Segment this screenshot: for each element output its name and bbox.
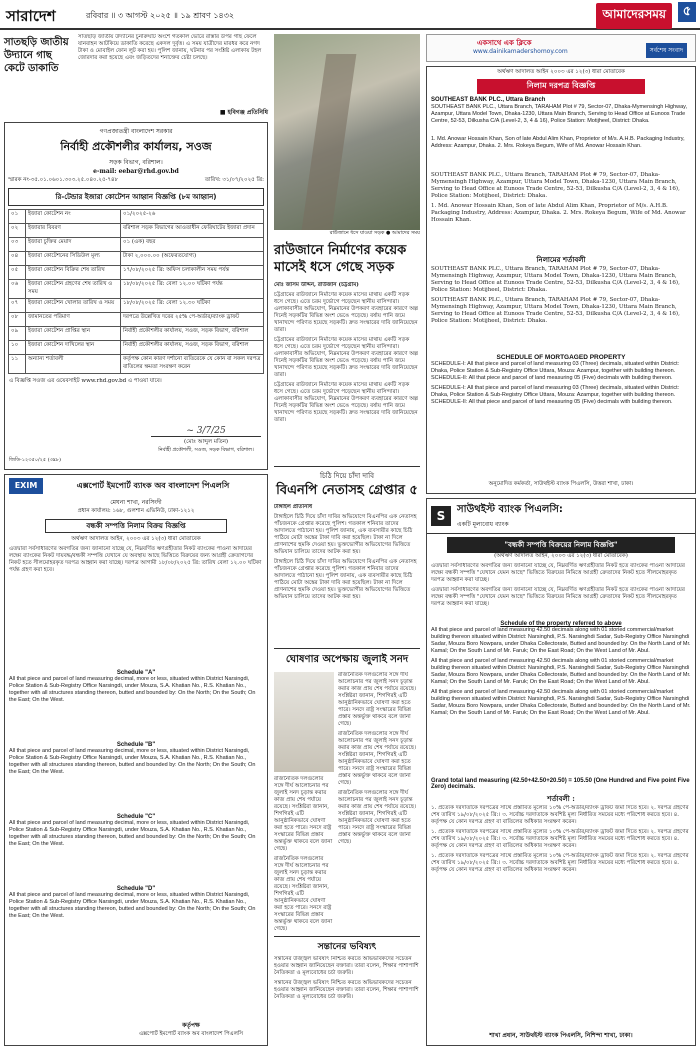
mortgage-body	[427, 361, 695, 453]
story-body: সাতছড়ি জাতীয় উদ্যানের চুনারুঘাট অংশে গতকাল ভোরে রাস্তার উপর গাছ ফেলে যানবাহন আটকিয়ে ডাকাতি করেছে একদল দুর্বৃত্ত। এ সময় যাত্রীদের মারধর করে নগদ টাকা ও মোবাইল ফোন লুট করা হয়। পুলিশ জানায়, ঘটনার পর সংশ্লিষ্ট এলাকায় টহল জোরদার করা হয়েছে এবং জড়িতদের শনাক্তের চেষ্টা চলছে।	[78, 34, 262, 61]
row-label: ইজারা কোটেশন দাখিলের স্থান	[26, 341, 121, 355]
tender-row	[9, 210, 264, 224]
southeast-logo-icon: S	[431, 506, 451, 526]
auction-body-repeat-1: SOUTHEAST BANK PLC., Uttara Branch, TARAHAM Plot # 79, Sector-07, Dhaka-Mymensingh Highway, Azampur, Uttara Model Town, Dhaka-1230, Uttara Main Branch, Serving to Head Office at Eunoos Trade Centre, 52-53, Dilkusha C/A (Level-2, 3, 4 & 16), Police Station: Motijheel, District: Dhaka.	[431, 172, 680, 199]
exim-body: এতদ্বারা সর্বসাধারণের অবগতির জন্য জানানো যাচ্ছে যে, নিম্নবর্ণিত ঋণগ্রহীতার নিকট ব্যাংকের পাওনা আদায়ের লক্ষ্যে ব্যাংকের নিকট দায়বদ্ধ/বন্ধকী সম্পত্তি যেখানে যে অবস্থায় আছে ভিত্তিতে বিক্রয়ের জন্য আগ্রহী ক্রেতাগণের নিকট হতে সীলমোহরকৃত দরপত্র আহ্বান করা যাচ্ছে। দরপত্র আগামী ১৮/০৮/২০২৫ খ্রি: তারিখ বেলা ১২.০০ ঘটিকা পর্যন্ত গ্রহণ করা হবে।	[9, 546, 262, 573]
row-label: ইজারার বিবরণ	[26, 224, 121, 238]
row-label: জামানতের পরিমাণ	[26, 313, 121, 327]
schedule-heading: Schedule "D"	[116, 886, 156, 892]
auction-sign: অনুমোদিত কর্মকর্তা, সাউথইস্ট ব্যাংক পিএলসি, উত্তরা শাখা, ঢাকা।	[488, 481, 634, 487]
row-number: ০৯	[9, 327, 26, 341]
southeast-schedule-title: Schedule of the property referred to above	[500, 621, 622, 627]
southeast-terms-2: ১. প্রত্যেক দরদাতাকে দরপত্রের সাথে প্রস্তাবিত মূল্যের ১০% পে-অর্ডার/ব্যাংক ড্রাফট জমা দিতে হবে। ২. দরপত্র গ্রহণের শেষ তারিখ ১৯/০৮/২০২৫ খ্রি:। ৩. সর্বোচ্চ দরদাতাকে অবশিষ্ট মূল্য নির্ধারিত সময়ের মধ্যে পরিশোধ করতে হবে। ৪. কর্তৃপক্ষ যে কোন দরপত্র গ্রহণ বা বাতিলের অধিকার সংরক্ষণ করেন।	[431, 829, 689, 849]
row-value: বরিশাল সড়ক বিভাগের আওতাধীন ফেরিঘাটের ইজারা প্রদান	[121, 224, 264, 238]
satchari-story	[4, 34, 268, 120]
bnp-byline: টাঙ্গাইল প্রতিনিধি	[274, 504, 313, 510]
signature-mark: ~ 3/7/25	[186, 426, 226, 436]
banner-line1: একসাথে এক ক্লিকে	[477, 39, 532, 47]
mortgage-text-1: SCHEDULE-I: All that piece and parcel of land measuring 03 (Three) decimals, situated within District: Dhaka, Police Station & Sub-Registry Office Uttara, Mouza: Azampur, together with building thereon. SCHEDULE-II: All that piece and parcel of land measuring 05 (Five) decimals with building thereon.	[431, 361, 680, 381]
auction-terms-text-1: SOUTHEAST BANK PLC., Uttara Branch, TARAHAM Plot # 79, Sector-07, Dhaka-Mymensingh Highway, Azampur, Uttara Model Town, Dhaka-1230, Uttara Main Branch, Serving to Head Office at Eunoos Trade Centre, 52-53, Dilkusha C/A (Level-2, 3, 4 & 16), Police Station: Motijheel, District: Dhaka.	[431, 266, 680, 293]
future-text-2: সন্তানের উজ্জ্বল ভবিষ্যৎ নিশ্চিত করতে অভিভাবকদের সচেতন হওয়ার আহ্বান জানিয়েছেন বক্তারা। তারা বলেন, শিক্ষার পাশাপাশি নৈতিকতা ও মূল্যবোধের চর্চা জরুরি।	[274, 980, 419, 1000]
office-address: সড়ক বিভাগ, বরিশাল।	[109, 159, 163, 166]
waiting-text-4: রাজনৈতিক দলগুলোর সঙ্গে দীর্ঘ আলোচনার পর জুলাই সনদ চূড়ান্ত করার কাজ প্রায় শেষ পর্যায়ে রয়েছে। সংশ্লিষ্টরা জানান, শিগগিরই এটি আনুষ্ঠানিকভাবে ঘোষণা করা হতে পারে। সনদে রাষ্ট্র সংস্কারের বিভিন্ন প্রস্তাব অন্তর্ভুক্ত থাকবে বলে জানা গেছে।	[274, 776, 333, 852]
row-number: ০৮	[9, 313, 26, 327]
schedule-heading: Schedule "C"	[116, 814, 156, 820]
office-email[interactable]: e-mail: eebar@rhd.gov.bd	[93, 168, 179, 175]
southeast-sign: শাখা প্রধান, সাউথইস্ট ব্যাংক পিএলসি, নিশিন্দা শাখা, ঢাকা।	[489, 1032, 633, 1039]
schedule-body: All that piece and parcel of land measuring decimal, more or less, situated within District Narsingdi, Police Station & Sub-Registry Office Narsingdi, under Mouza, S.A. Khatian No., R.S. Khatian No., together with all structures standing thereon, butted and bounded by: On the North; On the South; On the East; On the West.	[9, 892, 256, 919]
exim-subtitle: অর্থঋণ আদালত আইন, ২০০৩ এর ১২(৩) ধারা মোতাবেক	[71, 536, 201, 542]
row-number: ১১	[9, 355, 26, 374]
tender-row	[9, 355, 264, 374]
future-body	[274, 956, 420, 1046]
section-title: সারাদেশ	[6, 7, 56, 25]
row-value: ১৮/০৮/২০২৫ খ্রি: বেলা ১২.০০ ঘটিকা পর্যন্ত	[121, 280, 264, 299]
row-number: ০৬	[9, 280, 26, 299]
southeast-title: "বন্ধকী সম্পত্তি বিক্রয়ের নিলাম বিজ্ঞপ্তি"	[447, 537, 675, 553]
southeast-terms-1: ১. প্রত্যেক দরদাতাকে দরপত্রের সাথে প্রস্তাবিত মূল্যের ১০% পে-অর্ডার/ব্যাংক ড্রাফট জমা দিতে হবে। ২. দরপত্র গ্রহণের শেষ তারিখ ১৯/০৮/২০২৫ খ্রি:। ৩. সর্বোচ্চ দরদাতাকে অবশিষ্ট মূল্য নির্ধারিত সময়ের মধ্যে পরিশোধ করতে হবে। ৪. কর্তৃপক্ষ যে কোন দরপত্র গ্রহণ বা বাতিলের অধিকার সংরক্ষণ করেন।	[431, 805, 689, 825]
auction-borrower: 1. Md. Anowar Hossain Khan, Son of late Abdul Alim Khan, Proprietor of M/s. A.H.B. Packaging Industry, Address: Azampur, Dhaka. 2. Mrs. Rokeya Begum, Wife of Md. Anowar Hossain Khan.	[431, 136, 685, 149]
future-head	[274, 936, 420, 952]
road-photo	[274, 34, 420, 230]
tender-notice	[4, 122, 268, 470]
southeast-body-1: এতদ্বারা সর্বসাধারণের অবগতির জন্য জানানো যাচ্ছে যে, নিম্নবর্ণিত ঋণগ্রহীতার নিকট হতে ব্যাংকের পাওনা আদায়ের লক্ষ্যে বন্ধকী সম্পত্তি "যেখানে যেমন আছে" ভিত্তিতে বিক্রয়ের নিমিত্তে আগ্রহী ক্রেতাদের নিকট হতে সীলমোহরকৃত দরপত্র আহ্বান করা যাচ্ছে।	[431, 563, 685, 583]
memo-number: স্মারক নং-৩৫.০১.০৬০১.৩০৩.২৫.০৪০.২৫-৭৪৮	[8, 177, 119, 183]
waiting-text-3: রাজনৈতিক দলগুলোর সঙ্গে দীর্ঘ আলোচনার পর জুলাই সনদ চূড়ান্ত করার কাজ প্রায় শেষ পর্যায়ে রয়েছে। সংশ্লিষ্টরা জানান, শিগগিরই এটি আনুষ্ঠানিকভাবে ঘোষণা করা হতে পারে। সনদে রাষ্ট্র সংস্কারের বিভিন্ন প্রস্তাব অন্তর্ভুক্ত থাকবে বলে জানা গেছে।	[338, 790, 416, 845]
schedule-body: All that piece and parcel of land measuring decimal, more or less, situated within District Narsingdi, Police Station & Sub-Registry Office Narsingdi, under Mouza, S.A. Khatian No., R.S. Khatian No., together with all structures standing thereon, butted and bounded by: On the North; On the South; On the East; On the West.	[9, 676, 256, 703]
tender-title: রি-টেন্ডার ইজারা কোটেশন আহ্বান বিজ্ঞপ্তি (৮ম আহ্বান)	[8, 188, 264, 206]
row-number: ০৭	[9, 299, 26, 313]
bnp-headline: বিএনপি নেতাসহ গ্রেপ্তার ৫	[276, 483, 418, 498]
row-number: ০১	[9, 210, 26, 224]
auction-law: অর্থঋণ আদালত আইন ২০০৩ এর ১২(৩) ধারা মোতাবেক	[497, 69, 625, 75]
southeast-grand-total: Grand total land measuring (42.50+42.50+20.50) = 105.50 (One Hundred and Five point Five Zero) decimals.	[431, 778, 690, 790]
row-value: ০১/২০২৫-২৬	[121, 210, 264, 224]
auction-body: SOUTHEAST BANK PLC., Uttara Branch, TARAHAM Plot # 79, Sector-07, Dhaka-Mymensingh Highway, Azampur, Uttara Model Town, Dhaka-1230, Uttara Main Branch, Serving to Head Office at Eunoos Trade Centre, 52-53, Dilkusha C/A (Level-2, 3, 4 & 16), Police Station: Motijheel, District: Dhaka.	[431, 104, 688, 124]
road-story-headline: রাউজানে নির্মাণের কয়েক মাসেই ধসে গেছে সড়ক	[274, 243, 407, 275]
row-label: ইজারা কোটেশন নং	[26, 210, 121, 224]
waiting-illustration	[274, 672, 334, 772]
photo-caption: রাউজানে ধসে যাওয়া সড়ক ● আমাদের সময়	[329, 230, 420, 236]
southeast-terms	[427, 805, 695, 1005]
waiting-head	[274, 648, 420, 668]
road-photo-block	[274, 34, 420, 238]
row-number: ০৩	[9, 238, 26, 252]
southeast-body	[427, 561, 695, 621]
southeast-schedule-body	[427, 627, 695, 777]
row-value: দরপত্রে উল্লেখিত দরের ২৫% পে-অর্ডার/ব্যাংক ড্রাফট	[121, 313, 264, 327]
road-text-3: চট্টগ্রামের রাউজানে নির্মাণের কয়েক মাসের মাথায় একটি সড়ক ধসে গেছে। এতে চরম দুর্ভোগে পড়েছেন স্থানীয় বাসিন্দারা। এলাকাবাসীর অভিযোগ, নিম্নমানের উপকরণ ব্যবহারের কারণে অল্প দিনেই সড়কটির বিভিন্ন অংশ ভেঙে পড়েছে। বর্ষায় পানি জমে খানাখন্দে পরিণত হয়েছে সড়কটি। দ্রুত সংস্কারের দাবি জানিয়েছেন তারা।	[274, 382, 418, 423]
schedule-heading: Schedule "A"	[116, 670, 156, 676]
auction-terms-text-2: SOUTHEAST BANK PLC., Uttara Branch, TARAHAM Plot # 79, Sector-07, Dhaka-Mymensingh Highway, Azampur, Uttara Model Town, Dhaka-1230, Uttara Main Branch, Serving to Head Office at Eunoos Trade Centre, 52-53, Dilkusha C/A (Level-2, 3, 4 & 16), Police Station: Motijheel, District: Dhaka.	[431, 297, 680, 324]
row-label: ইজারা চুক্তির মেয়াদ	[26, 238, 121, 252]
schedule-body: All that piece and parcel of land measuring decimal, more or less, situated within District Narsingdi, Police Station & Sub-Registry Office Narsingdi, under Mouza, S.A. Khatian No., R.S. Khatian No., together with all structures standing thereon, butted and bounded by: On the North; On the South; On the East; On the West.	[9, 820, 256, 847]
road-byline: মোঃ জসিম উদ্দিন, রাউজান (চট্টগ্রাম)	[274, 282, 359, 288]
exim-auction-notice	[4, 474, 268, 1046]
row-value: টাকা ২,০০০.০০ (অফেরতযোগ্য)	[121, 252, 264, 266]
bnp-text-2: টাঙ্গাইলে চিঠি দিয়ে চাঁদা দাবির অভিযোগে বিএনপির এক নেতাসহ পাঁচজনকে গ্রেপ্তার করেছে পুলিশ। গতকাল শনিবার তাদের আদালতে পাঠানো হয়। পুলিশ জানায়, এক ব্যবসায়ীর কাছে চিঠি পাঠিয়ে মোটা অঙ্কের টাকা দাবি করা হয়েছিল। টাকা না দিলে প্রাণনাশের হুমকি দেওয়া হয়। ভুক্তভোগীর অভিযোগের ভিত্তিতে অভিযান চালিয়ে তাদের আটক করা হয়।	[274, 559, 417, 600]
row-number: ০৪	[9, 252, 26, 266]
auction-borrower-repeat: 1. Md. Anowar Hossain Khan, Son of late Abdul Alim Khan, Proprietor of M/s. A.H.B. Packaging Industry, Address: Azampur, Dhaka. 2. Mrs. Rokeya Begum, Wife of Md. Anowar Hossain Khan.	[431, 203, 686, 223]
ad-code: জিডি-১২৩৫০/২৫ (৩x৮)	[9, 457, 61, 463]
bnp-text-1: টাঙ্গাইলে চিঠি দিয়ে চাঁদা দাবির অভিযোগে বিএনপির এক নেতাসহ পাঁচজনকে গ্রেপ্তার করেছে পুলিশ। গতকাল শনিবার তাদের আদালতে পাঠানো হয়। পুলিশ জানায়, এক ব্যবসায়ীর কাছে চিঠি পাঠিয়ে মোটা অঙ্কের টাকা দাবি করা হয়েছিল। টাকা না দিলে প্রাণনাশের হুমকি দেওয়া হয়। ভুক্তভোগীর অভিযোগের ভিত্তিতে অভিযান চালিয়ে তাদের আটক করা হয়।	[274, 514, 417, 555]
row-number: ০২	[9, 224, 26, 238]
road-text-2: চট্টগ্রামের রাউজানে নির্মাণের কয়েক মাসের মাথায় একটি সড়ক ধসে গেছে। এতে চরম দুর্ভোগে পড়েছেন স্থানীয় বাসিন্দারা। এলাকাবাসীর অভিযোগ, নিম্নমানের উপকরণ ব্যবহারের কারণে অল্প দিনেই সড়কটির বিভিন্ন অংশ ভেঙে পড়েছে। বর্ষায় পানি জমে খানাখন্দে পরিণত হয়েছে সড়কটি। দ্রুত সংস্কারের দাবি জানিয়েছেন তারা।	[274, 337, 418, 378]
exim-schedules	[5, 670, 267, 956]
signature-block	[151, 426, 261, 455]
road-headline	[274, 242, 420, 280]
page-number: ৫	[678, 2, 696, 22]
story-byline: ■ হবিগঞ্জ প্রতিনিধি	[219, 109, 268, 116]
exim-address: প্রধান কার্যালয়: ১৬৮, গুলশান এভিনিউ, ঢাকা-১২১২	[77, 508, 195, 514]
schedule-heading: Schedule "B"	[116, 742, 156, 748]
row-label: ইজারা কোটেশনের সিডিউল মূল্য	[26, 252, 121, 266]
tender-row	[9, 313, 264, 327]
waiting-body-b	[274, 776, 334, 932]
office-name: নির্বাহী প্রকৌশলীর কার্যালয়, সওজ	[60, 140, 212, 153]
newspaper-logo[interactable]: আমাদেরসময়	[596, 3, 672, 29]
banner-ad[interactable]	[426, 34, 696, 62]
exim-sign-block	[121, 1020, 261, 1039]
waiting-text-2: রাজনৈতিক দলগুলোর সঙ্গে দীর্ঘ আলোচনার পর জুলাই সনদ চূড়ান্ত করার কাজ প্রায় শেষ পর্যায়ে রয়েছে। সংশ্লিষ্টরা জানান, শিগগিরই এটি আনুষ্ঠানিকভাবে ঘোষণা করা হতে পারে। সনদে রাষ্ট্র সংস্কারের বিভিন্ন প্রস্তাব অন্তর্ভুক্ত থাকবে বলে জানা গেছে।	[338, 731, 416, 786]
southeast-tagline: একটি মূল্যবোধ ব্যাংক	[457, 521, 509, 528]
issue-date: রবিবার ॥ ৩ আগস্ট ২০২৫ ॥ ১৯ শ্রাবণ ১৪৩২	[86, 11, 235, 20]
page-header	[0, 0, 700, 30]
signature-name: (মোঃ আব্দুল মতিন)	[151, 436, 261, 447]
mortgage-text-2: SCHEDULE-I: All that piece and parcel of land measuring 03 (Three) decimals, situated within District: Dhaka, Police Station & Sub-Registry Office Uttara, Mouza: Azampur, together with building thereon. SCHEDULE-II: All that piece and parcel of land measuring 05 (Five) decimals with building thereon.	[431, 385, 680, 405]
southeast-subtitle: (অর্থঋণ আদালত আইন, ২০০৩ এর ১২(৩) ধারা মোতাবেক)	[494, 553, 628, 559]
exim-title: বন্ধকী সম্পত্তি নিলাম বিক্রয় বিজ্ঞপ্তি	[45, 519, 227, 533]
banner-line2: সর্বশেষ সংবাদ	[646, 43, 687, 58]
waiting-text-5: রাজনৈতিক দলগুলোর সঙ্গে দীর্ঘ আলোচনার পর জুলাই সনদ চূড়ান্ত করার কাজ প্রায় শেষ পর্যায়ে রয়েছে। সংশ্লিষ্টরা জানান, শিগগিরই এটি আনুষ্ঠানিকভাবে ঘোষণা করা হতে পারে। সনদে রাষ্ট্র সংস্কারের বিভিন্ন প্রস্তাব অন্তর্ভুক্ত থাকবে বলে জানা গেছে।	[274, 856, 333, 932]
row-number: ০৫	[9, 266, 26, 280]
tender-row	[9, 238, 264, 252]
row-number: ১০	[9, 341, 26, 355]
waiting-headline: ঘোষণার অপেক্ষায় জুলাই সনদ	[285, 654, 409, 665]
row-label: ইজারা কোটেশন গ্রহণের শেষ তারিখ ও সময়	[26, 280, 121, 299]
southeast-nishinda-notice	[426, 498, 696, 1046]
memo-date: তারিখ: ৩১/০৭/২০২৫ খ্রি:	[204, 177, 264, 183]
future-headline: সন্তানের ভবিষ্যৎ	[317, 942, 377, 952]
banner-url[interactable]: www.dainikamadershomoy.com	[473, 48, 568, 55]
tender-footer-note: এ বিজ্ঞপ্তি সওজ এর ওয়েবসাইট www.rhd.gov.bd এ পাওয়া যাবে।	[9, 378, 162, 384]
mortgage-head: SCHEDULE OF MORTGAGED PROPERTY	[496, 354, 626, 361]
southeast-sched-2: All that piece and parcel of land measuring 42.50 decimals along with 01 storied commercial/market building thereon situated within District: Narsinghdi, P.S. Narsinghdi Sadar, Sub-Registry Office Narsinghdi Sadar, Mouza Boro Nowpara, under Dhaka Collectorate, Butted and bounded by: On the North Land of Mr. Kamal; On the South Land of Mr. Faruk; On the East Road; On the West Land of Mr. Abul.	[431, 658, 691, 685]
southeast-terms-3: ১. প্রত্যেক দরদাতাকে দরপত্রের সাথে প্রস্তাবিত মূল্যের ১০% পে-অর্ডার/ব্যাংক ড্রাফট জমা দিতে হবে। ২. দরপত্র গ্রহণের শেষ তারিখ ১৯/০৮/২০২৫ খ্রি:। ৩. সর্বোচ্চ দরদাতাকে অবশিষ্ট মূল্য নির্ধারিত সময়ের মধ্যে পরিশোধ করতে হবে। ৪. কর্তৃপক্ষ যে কোন দরপত্র গ্রহণ বা বাতিলের অধিকার সংরক্ষণ করেন।	[431, 853, 689, 873]
tender-row	[9, 266, 264, 280]
auction-terms-body	[427, 266, 695, 354]
gov-name: গণপ্রজাতন্ত্রী বাংলাদেশ সরকার	[99, 128, 173, 135]
southeast-sched-1: All that piece and parcel of land measuring 42.50 decimals along with 01 storied commercial/market building thereon situated within District: Narsinghdi, P.S. Narsinghdi Sadar, Sub-Registry Office Narsinghdi Sadar, Mouza Boro Nowpara, under Dhaka Collectorate, Butted and bounded by: On the North Land of Mr. Kamal; On the South Land of Mr. Faruk; On the East Road; On the West Land of Mr. Abul.	[431, 627, 691, 654]
auction-extra	[427, 172, 695, 252]
auction-title: নিলাম দরপত্র বিজ্ঞপ্তি	[477, 79, 645, 94]
southeast-bank-name: সাউথইস্ট ব্যাংক পিএলসি:	[457, 504, 563, 515]
row-label: অন্যান্য শর্তাবলী	[26, 355, 121, 374]
row-value: নির্বাহী প্রকৌশলীর কার্যালয়, সওজ, সড়ক বিভাগ, বরিশাল	[121, 341, 264, 355]
southeast-body-2: এতদ্বারা সর্বসাধারণের অবগতির জন্য জানানো যাচ্ছে যে, নিম্নবর্ণিত ঋণগ্রহীতার নিকট হতে ব্যাংকের পাওনা আদায়ের লক্ষ্যে বন্ধকী সম্পত্তি "যেখানে যেমন আছে" ভিত্তিতে বিক্রয়ের নিমিত্তে আগ্রহী ক্রেতাদের নিকট হতে সীলমোহরকৃত দরপত্র আহ্বান করা যাচ্ছে।	[431, 587, 685, 607]
southeast-uttara-notice	[426, 66, 696, 494]
southeast-sched-3: All that piece and parcel of land measuring 42.50 decimals along with 01 storied commercial/market building thereon situated within District: Narsinghdi, P.S. Narsinghdi Sadar, Sub-Registry Office Narsinghdi Sadar, Mouza Boro Nowpara, under Dhaka Collectorate, Butted and bounded by: On the North Land of Mr. Kamal; On the South Land of Mr. Faruk; On the East Road; On the West Land of Mr. Abul.	[431, 689, 691, 716]
exim-branch: মেঘনা শাখা, নরসিংদী	[110, 499, 162, 506]
road-text-1: চট্টগ্রামের রাউজানে নির্মাণের কয়েক মাসের মাথায় একটি সড়ক ধসে গেছে। এতে চরম দুর্ভোগে পড়েছেন স্থানীয় বাসিন্দারা। এলাকাবাসীর অভিযোগ, নিম্নমানের উপকরণ ব্যবহারের কারণে অল্প দিনেই সড়কটির বিভিন্ন অংশ ভেঙে পড়েছে। বর্ষায় পানি জমে খানাখন্দে পরিণত হয়েছে সড়কটি। দ্রুত সংস্কারের দাবি জানিয়েছেন তারা।	[274, 292, 418, 333]
story-headline: সাতছড়ি জাতীয় উদ্যানে গাছ কেটে ডাকাতি	[4, 37, 69, 74]
schedule-body: All that piece and parcel of land measuring decimal, more or less, situated within District Narsingdi, Police Station & Sub-Registry Office Narsingdi, under Mouza, S.A. Khatian No., R.S. Khatian No., together with all structures standing thereon, butted and bounded by: On the North; On the South; On the East; On the West.	[9, 748, 256, 775]
exim-sign-bank: এক্সপোর্ট ইমপোর্ট ব্যাংক অব বাংলাদেশ পিএলসি	[138, 1031, 244, 1037]
row-value: ০১ (এক) বছর	[121, 238, 264, 252]
waiting-text-1: রাজনৈতিক দলগুলোর সঙ্গে দীর্ঘ আলোচনার পর জুলাই সনদ চূড়ান্ত করার কাজ প্রায় শেষ পর্যায়ে রয়েছে। সংশ্লিষ্টরা জানান, শিগগিরই এটি আনুষ্ঠানিকভাবে ঘোষণা করা হতে পারে। সনদে রাষ্ট্র সংস্কারের বিভিন্ন প্রস্তাব অন্তর্ভুক্ত থাকবে বলে জানা গেছে।	[338, 672, 416, 727]
exim-logo: EXIM	[9, 478, 43, 494]
tender-row	[9, 252, 264, 266]
auction-terms-head: নিলামের শর্তাবলী	[536, 255, 586, 264]
tender-row	[9, 280, 264, 299]
tender-row	[9, 341, 264, 355]
future-text-1: সন্তানের উজ্জ্বল ভবিষ্যৎ নিশ্চিত করতে অভিভাবকদের সচেতন হওয়ার আহ্বান জানিয়েছেন বক্তারা। তারা বলেন, শিক্ষার পাশাপাশি নৈতিকতা ও মূল্যবোধের চর্চা জরুরি।	[274, 956, 419, 976]
row-value: ১৭/০৮/২০২৫ খ্রি: অফিস চলাকালীন সময় পর্যন্ত	[121, 266, 264, 280]
road-story-body	[274, 282, 420, 462]
tender-row	[9, 299, 264, 313]
auction-bank-line: SOUTHEAST BANK PLC., Uttara Branch	[431, 97, 546, 103]
signature-title: নির্বাহী প্রকৌশলী, সওজ, সড়ক বিভাগ, বরিশাল।	[158, 447, 254, 453]
southeast-terms-head: শর্তাবলী :	[547, 794, 575, 803]
row-value: নির্বাহী প্রকৌশলীর কার্যালয়, সওজ, সড়ক বিভাগ, বরিশাল	[121, 327, 264, 341]
tender-table	[8, 209, 264, 374]
exim-bank-name: এক্সপোর্ট ইমপোর্ট ব্যাংক অব বাংলাদেশ পিএলসি	[76, 480, 230, 490]
waiting-body-a	[338, 672, 420, 932]
row-label: ইজারা কোটেশন খোলার তারিখ ও সময়	[26, 299, 121, 313]
bnp-story-body	[274, 504, 420, 644]
tender-row	[9, 327, 264, 341]
row-value: কর্তৃপক্ষ কোন কারণ দর্শানো ব্যতিরেকে যে কোন বা সকল দরপত্র বাতিলের ক্ষমতা সংরক্ষণ করেন	[121, 355, 264, 374]
row-value: ১৮/০৮/২০২৫ খ্রি: বেলা ১২.৩০ ঘটিকা	[121, 299, 264, 313]
row-label: ইজারা কোটেশন বিক্রির শেষ তারিখ	[26, 266, 121, 280]
bnp-kicker: চিঠি দিয়ে চাঁদা দাবি	[320, 472, 374, 480]
exim-sign: কর্তৃপক্ষ	[182, 1022, 200, 1029]
tender-row	[9, 224, 264, 238]
row-label: ইজারা কোটেশন প্রাপ্তির স্থান	[26, 327, 121, 341]
